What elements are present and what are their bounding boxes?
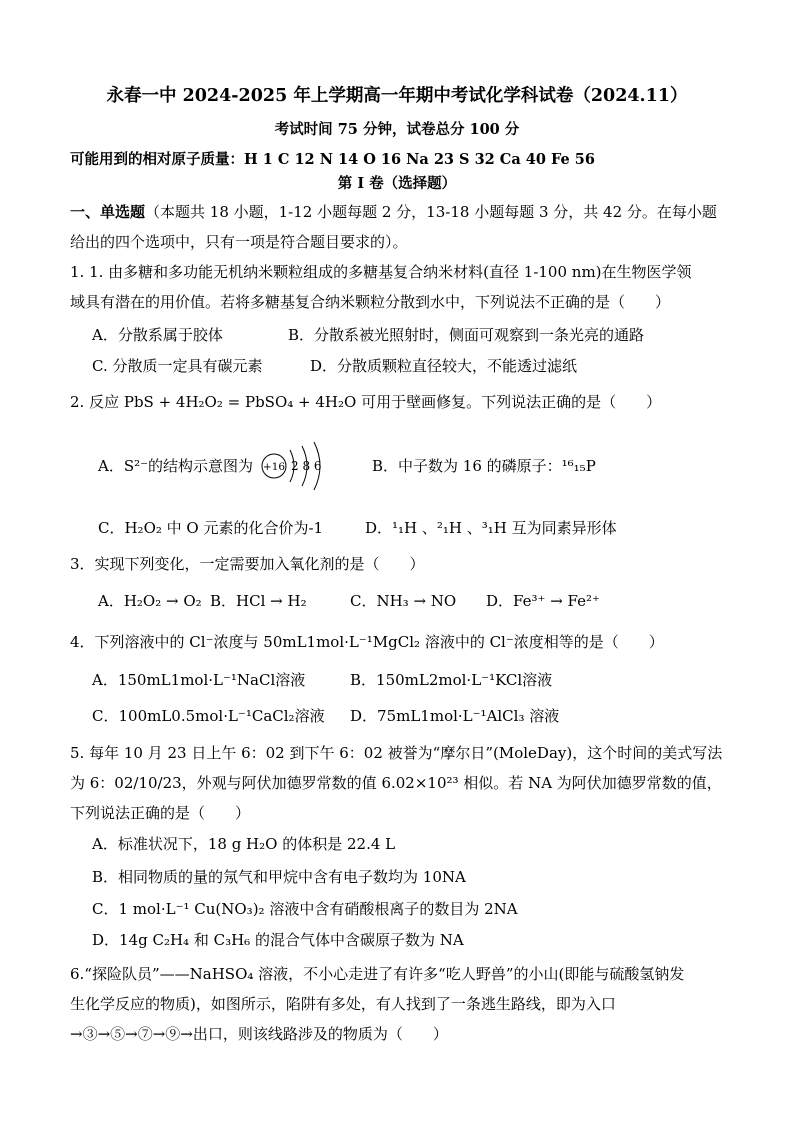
q1-option-c: C. 分散质一定具有碳元素 (92, 357, 263, 375)
q1-stem-line2: 域具有潜在的用价值。若将多糖基复合纳米颗粒分散到水中，下列说法不正确的是（ ） (70, 293, 671, 311)
q4-option-d: D．75mL1mol·L⁻¹AlCl₃ 溶液 (350, 707, 560, 725)
q2-stem: 2. 反应 PbS + 4H₂O₂ = PbSO₄ + 4H₂O 可用于壁画修复。下列说法正确的是（ ） (70, 393, 662, 411)
q5-option-b: B．相同物质的量的氖气和甲烷中含有电子数均为 10NA (92, 868, 466, 886)
q2-option-c: C．H₂O₂ 中 O 元素的化合价为-1 (98, 519, 324, 537)
q5-option-a: A．标准状况下，18 g H₂O 的体积是 22.4 L (92, 835, 396, 853)
q3-option-c: C．NH₃ → NO (350, 592, 457, 610)
section-heading: 第 I 卷（选择题） (337, 175, 457, 192)
q3-stem: 3．实现下列变化，一定需要加入氧化剂的是（ ） (70, 555, 425, 573)
q1-stem-line1: 1. 1. 由多糖和多功能无机纳米颗粒组成的多糖基复合纳米材料(直径 1-100 nm)在生物医学领 (70, 263, 692, 281)
q4-option-c: C．100mL0.5mol·L⁻¹CaCl₂溶液 (92, 707, 325, 725)
electron-shell-counts: 2 8 6 (291, 459, 322, 473)
q5-option-c: C．1 mol·L⁻¹ Cu(NO₃)₂ 溶液中含有硝酸根离子的数目为 2NA (92, 900, 518, 918)
q1-option-a: A．分散系属于胶体 (92, 326, 223, 344)
sulfide-ion-structure-diagram (260, 438, 340, 498)
exam-subtitle: 考试时间 75 分钟，试卷总分 100 分 (274, 121, 520, 138)
nucleus-charge: +16 (262, 461, 286, 473)
q6-stem-line3: →③→⑤→⑦→⑨→出口，则该线路涉及的物质为（ ） (70, 1025, 448, 1043)
part1-heading: 一、单选题 (70, 203, 146, 221)
q6-stem-line2: 生化学反应的物质)，如图所示，陷阱有多处，有人找到了一条逃生路线，即为入口 (70, 995, 616, 1013)
part1-line1 (70, 202, 717, 222)
atomic-masses: 可能用到的相对原子质量：H 1 C 12 N 14 O 16 Na 23 S 32 Ca 40 Fe 56 (70, 151, 595, 168)
q2-option-b: B．中子数为 16 的磷原子：¹⁶₁₅P (372, 457, 596, 475)
exam-title: 永春一中 2024-2025 年上学期高一年期中考试化学科试卷（2024.11） (106, 86, 688, 106)
q5-stem-line1: 5. 每年 10 月 23 日上午 6：02 到下午 6：02 被誉为“摩尔日”(MoleDay)，这个时间的美式写法 (70, 744, 723, 762)
q4-stem: 4．下列溶液中的 Cl⁻浓度与 50mL1mol·L⁻¹MgCl₂ 溶液中的 Cl⁻浓度相等的是（ ） (70, 633, 664, 651)
q3-option-d: D．Fe³⁺ → Fe²⁺ (486, 592, 600, 610)
q5-option-d: D．14g C₂H₄ 和 C₃H₆ 的混合气体中含碳原子数为 NA (92, 931, 464, 949)
part1-desc2: 给出的四个选项中，只有一项是符合题目要求的）。 (70, 233, 408, 251)
q6-stem-line1: 6.“探险队员”——NaHSO₄ 溶液，不小心走进了有许多“吃人野兽”的小山(即能与硫酸氢钠发 (70, 965, 685, 983)
q4-option-b: B．150mL2mol·L⁻¹KCl溶液 (350, 671, 553, 689)
q2-option-a: A．S²⁻的结构示意图为 (98, 457, 254, 475)
q2-option-d: D．¹₁H 、²₁H 、³₁H 互为同素异形体 (365, 519, 617, 537)
q1-option-d: D．分散质颗粒直径较大，不能透过滤纸 (310, 357, 578, 375)
q3-option-b: B．HCl → H₂ (210, 592, 307, 610)
q5-stem-line3: 下列说法正确的是（ ） (70, 804, 251, 822)
part1-desc1: （本题共 18 小题，1-12 小题每题 2 分，13-18 小题每题 3 分，共 42 分。在每小题 (145, 203, 717, 221)
q4-option-a: A．150mL1mol·L⁻¹NaCl溶液 (92, 671, 306, 689)
q3-option-a: A．H₂O₂ → O₂ (98, 592, 202, 610)
q1-option-b: B．分散系被光照射时，侧面可观察到一条光亮的通路 (288, 326, 645, 344)
q5-stem-line2: 为 6：02/10/23，外观与阿伏加德罗常数的值 6.02×10²³ 相似。若 NA 为阿伏加德罗常数的值， (70, 774, 722, 792)
